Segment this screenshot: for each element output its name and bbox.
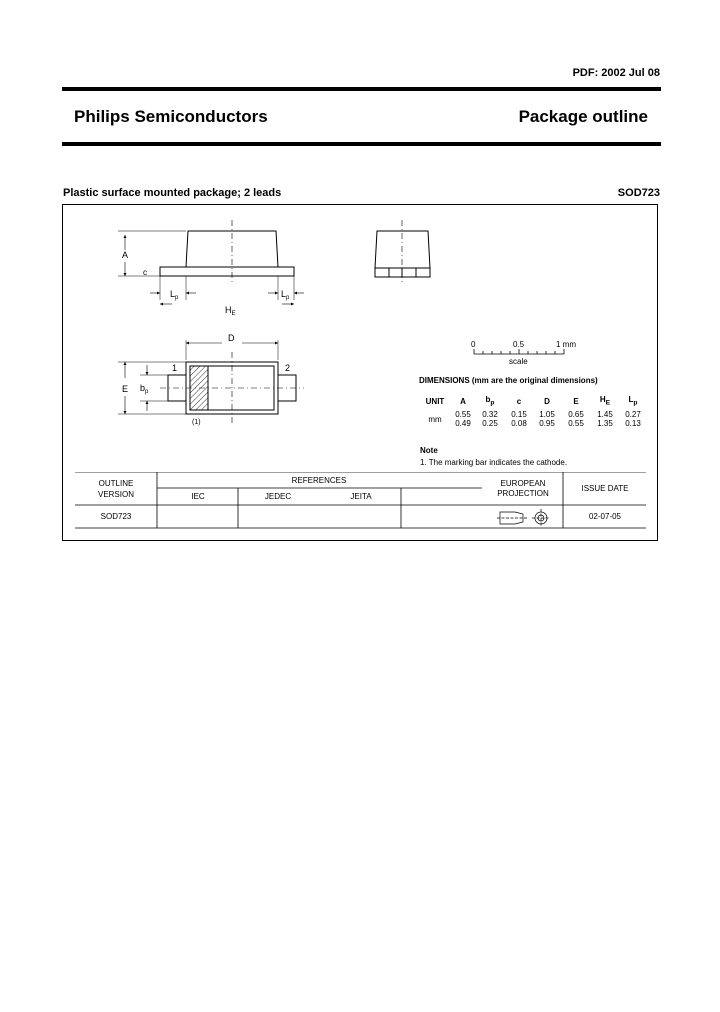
ref-h-issue-date: ISSUE DATE: [581, 484, 629, 493]
ref-h-jeita: JEITA: [350, 492, 372, 501]
label-Lp-left-sub: p: [175, 295, 179, 301]
label-note-ref: (1): [192, 419, 201, 426]
dim-cell: 0.55: [568, 419, 584, 428]
dim-header-unit: UNIT: [425, 396, 445, 406]
ref-issue-date: 02-07-05: [588, 512, 622, 521]
dimensions-header-row: [419, 392, 647, 410]
label-Lp-left: [170, 289, 179, 301]
dim-cell: 0.08: [511, 419, 527, 428]
dim-cell: 0.65: [568, 410, 584, 419]
dim-header-bp-main: b: [485, 395, 491, 405]
reference-table: [75, 472, 646, 530]
dimensions-title: DIMENSIONS (mm are the original dimensions): [419, 376, 598, 385]
company-name: Philips Semiconductors: [74, 107, 268, 126]
end-view: [375, 220, 430, 285]
dimensions-min-row: [419, 419, 647, 428]
projection-symbol: [497, 509, 550, 527]
dim-cell: 0.55: [455, 410, 471, 419]
label-Lp-left-main: L: [170, 289, 176, 299]
scale-bar: [474, 349, 564, 354]
dim-unit: mm: [428, 414, 442, 424]
dim-header-bp-sub: p: [490, 399, 495, 407]
scale-tick-0: 0: [471, 340, 476, 349]
dim-cell: 0.95: [539, 419, 555, 428]
label-Lp-right: [281, 289, 290, 301]
dim-header-Lp-sub: p: [633, 399, 638, 407]
dim-cell: 0.49: [455, 419, 471, 428]
package-title: Plastic surface mounted package; 2 leads: [63, 187, 282, 199]
pdf-date: PDF: 2002 Jul 08: [572, 67, 660, 79]
label-HE: [225, 305, 236, 317]
ref-h-references: REFERENCES: [291, 476, 347, 485]
document-type: Package outline: [518, 107, 648, 126]
ref-h-projection-2: PROJECTION: [497, 489, 549, 498]
dim-cell: 1.45: [597, 410, 613, 419]
dim-cell: 1.05: [539, 410, 555, 419]
dim-header-bp: [475, 392, 505, 410]
dim-header-A: A: [460, 396, 466, 406]
dim-header-Lp: [619, 392, 647, 410]
label-bp-main: b: [140, 383, 146, 393]
dim-header-E: E: [573, 396, 579, 406]
label-Lp-right-sub: p: [286, 295, 290, 301]
ref-h-projection-1: EUROPEAN: [500, 479, 546, 488]
package-code: SOD723: [617, 187, 660, 199]
dim-cell: 1.35: [597, 419, 613, 428]
dim-cell: 0.13: [625, 419, 641, 428]
dimensions-max-row: [419, 410, 647, 419]
label-Lp-right-main: L: [281, 289, 287, 299]
dim-header-HE: [591, 392, 619, 410]
dim-cell: 0.25: [482, 419, 498, 428]
note-heading: Note: [420, 446, 438, 455]
scale-tick-half: 0.5: [513, 340, 525, 349]
ref-h-iec: IEC: [191, 492, 205, 501]
ref-h-outline-2: VERSION: [97, 490, 135, 499]
label-pin2: 2: [285, 363, 291, 373]
side-view: [118, 220, 304, 304]
ref-outline-version: SOD723: [100, 512, 132, 521]
note-text: 1. The marking bar indicates the cathode.: [420, 458, 568, 467]
label-bp: [140, 383, 149, 395]
dimensions-table: [419, 392, 647, 428]
label-bp-sub: p: [145, 389, 149, 395]
label-A: A: [122, 250, 129, 260]
label-HE-sub: E: [231, 311, 236, 317]
dim-cell: 0.27: [625, 410, 641, 419]
dim-cell: 0.32: [482, 410, 498, 419]
dim-header-HE-sub: E: [605, 399, 611, 407]
dim-header-Lp-main: L: [628, 395, 634, 405]
dim-header-HE-main: H: [599, 395, 606, 405]
top-view: [118, 340, 304, 424]
label-E: E: [122, 384, 129, 394]
label-c: c: [143, 268, 147, 277]
scale-tick-1mm: 1 mm: [556, 340, 576, 349]
ref-h-jedec: JEDEC: [264, 492, 292, 501]
ref-h-outline-1: OUTLINE: [98, 479, 134, 488]
dim-header-D: D: [544, 396, 550, 406]
dim-header-c: c: [516, 396, 522, 406]
scale-label: scale: [509, 357, 528, 366]
label-D: D: [228, 333, 235, 343]
label-pin1: 1: [172, 363, 178, 373]
dim-cell: 0.15: [511, 410, 527, 419]
label-HE-main: H: [225, 305, 232, 315]
